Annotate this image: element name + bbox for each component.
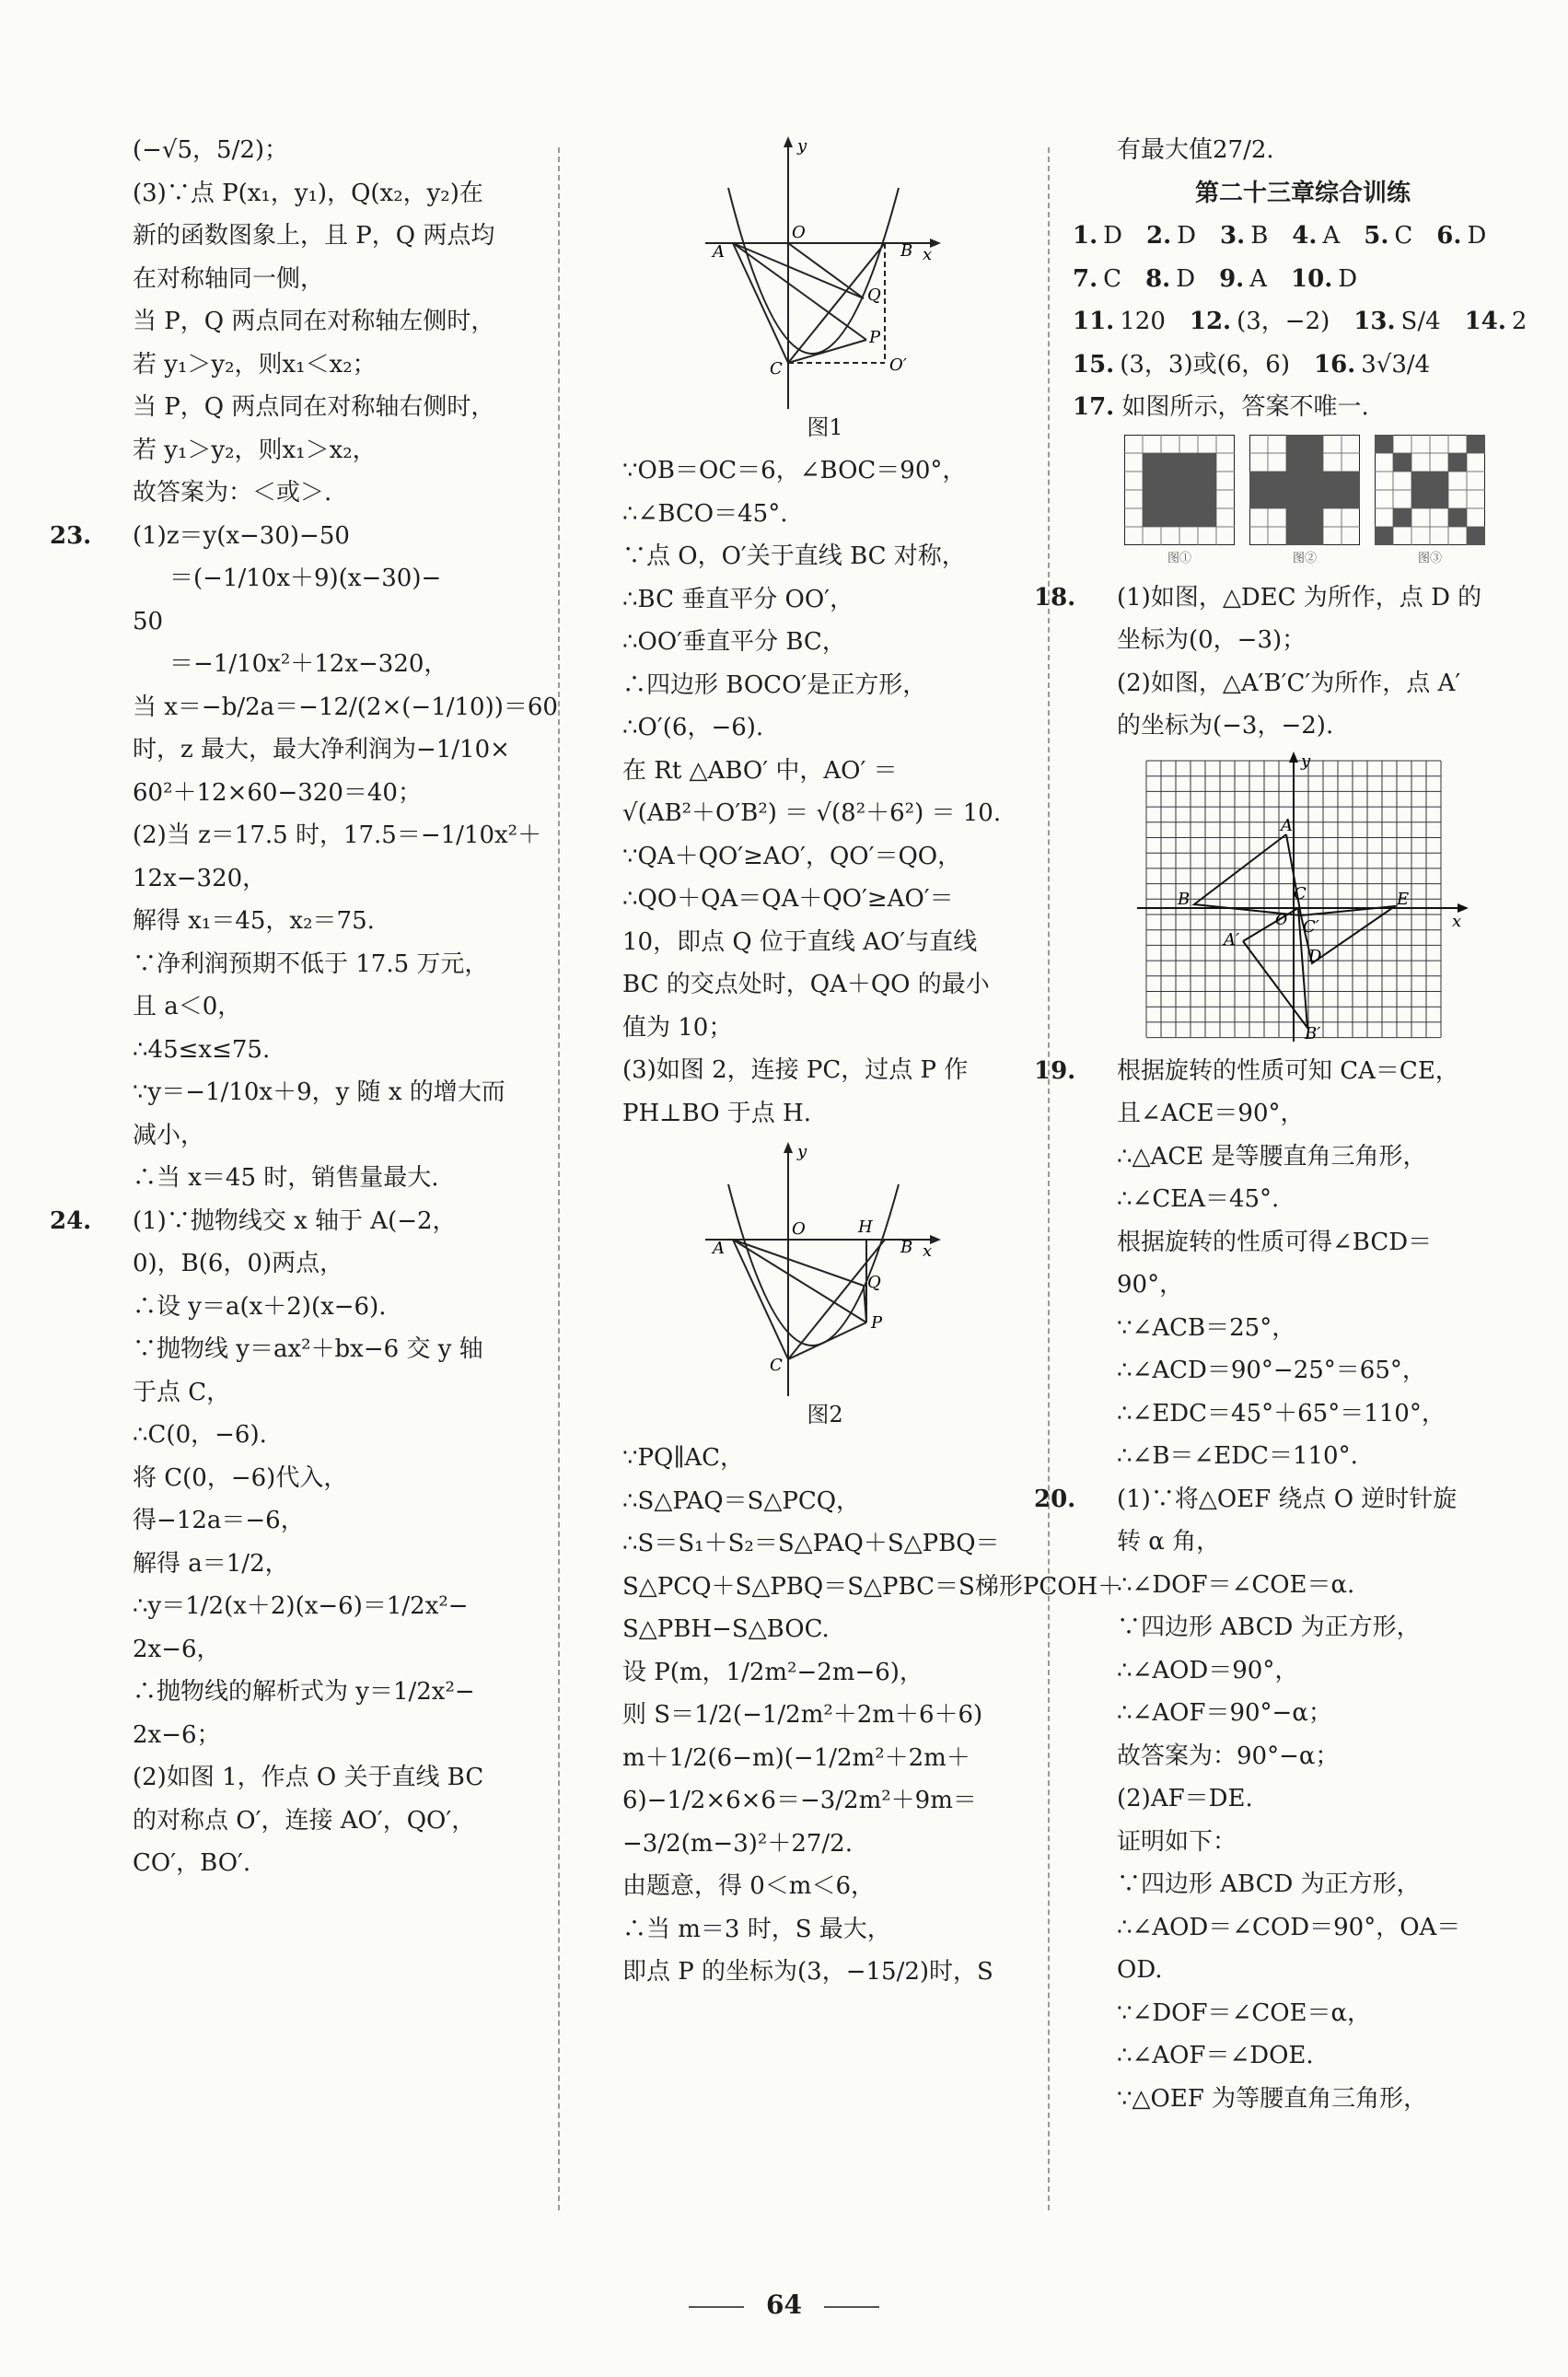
text-line: (3)如图 2，连接 PC，过点 P 作 (622, 1056, 969, 1084)
column-3 (1034, 129, 1533, 2120)
answer-item: 3. B (1220, 222, 1269, 250)
coordinate-grid (1137, 752, 1469, 1046)
text-line: 且 a＜0， (133, 993, 242, 1020)
label-C: C (770, 1356, 783, 1375)
answers-row-2 (1073, 258, 1533, 301)
text-line: 即点 P 的坐标为(3，−15/2)时，S (622, 1958, 993, 1986)
label-A: A (1281, 815, 1293, 835)
text-line: 转 α 角， (1117, 1528, 1221, 1556)
text-line: ∴∠DOF＝∠COE＝α. (1117, 1570, 1355, 1599)
text-line: ∵∠ACB＝25°， (1117, 1313, 1296, 1342)
text-line: ∴抛物线的解析式为 y＝1/2x²− (133, 1678, 475, 1706)
chapter-title: 第二十三章综合训练 (1194, 179, 1411, 207)
text-line: ＝−1/10x²＋12x−320， (169, 650, 448, 678)
text-line: ∴QO＋QA＝QA＋QO′≥AO′＝ (622, 885, 954, 913)
answer-item: 11. 120 (1073, 308, 1166, 335)
answer-item: 10. D (1291, 264, 1358, 293)
answer-item: 9. A (1219, 264, 1268, 293)
text-line: (−√5，5/2)； (133, 136, 289, 164)
text-line: 将 C(0，−6)代入， (133, 1463, 348, 1492)
label-E: E (1397, 889, 1410, 909)
label-Q: Q (867, 1273, 881, 1292)
coordinate-grid-figure (1073, 752, 1533, 1046)
label-B: B (1178, 889, 1191, 909)
text-line: ∴当 m＝3 时，S 最大， (622, 1915, 891, 1943)
text-line: ∴y＝1/2(x＋2)(x−6)＝1/2x²− (133, 1592, 469, 1620)
text-line: 2x−6， (133, 1635, 221, 1663)
answers-row-4 (1073, 344, 1533, 387)
label-y: y (797, 136, 807, 156)
text-line: ∴四边形 BOCO′是正方形， (622, 670, 927, 699)
text-line: S△PBH−S△BOC. (622, 1615, 830, 1643)
answer-item: 15. (3，3)或(6，6) (1073, 350, 1290, 379)
text-line: 10，即点 Q 位于直线 AO′与直线 (622, 927, 978, 956)
text-line: ∵净利润预期不低于 17.5 万元， (133, 950, 489, 978)
text-line: m＋1/2(6−m)(−1/2m²＋2m＋ (622, 1743, 970, 1772)
text-line: 12x−320， (133, 864, 267, 892)
text-line: ∵QA＋QO′≥AO′，QO′＝QO， (622, 842, 962, 870)
text-line: ∴BC 垂直平分 OO′， (622, 585, 854, 613)
label-x: x (923, 245, 933, 264)
column-divider-2 (1048, 147, 1050, 2210)
text-line: ∴S＝S₁＋S₂＝S△PAQ＋S△PBQ＝ (622, 1530, 1000, 1557)
text-line: ＝(−1/10x＋9)(x−30)− (169, 565, 442, 592)
parabola-diagram-2 (705, 1138, 945, 1396)
question-23: 23. (1)z＝y(x−30)−50 (88, 515, 540, 558)
answer-item: 1. D (1073, 222, 1123, 250)
text-line: ∴当 x＝45 时，销售量最大. (133, 1164, 439, 1192)
label-y: y (1301, 751, 1311, 771)
text-line: 6)−1/2×6×6＝−3/2m²＋9m＝ (622, 1787, 977, 1814)
text-line: ∴∠ACD＝90°−25°＝65°， (1117, 1357, 1426, 1384)
text-line: 证明如下： (1117, 1827, 1237, 1856)
text-line: ∴∠B＝∠EDC＝110°. (1117, 1442, 1358, 1470)
question-number: 24. (50, 1206, 92, 1235)
text-line: ∵PQ∥AC， (622, 1444, 745, 1472)
label-O: O (792, 223, 806, 242)
text-line: ∵△OEF 为等腰直角三角形， (1117, 2084, 1428, 2113)
figure-2-caption: 图2 (807, 1402, 843, 1427)
text-line: 有最大值27/2. (1117, 136, 1274, 164)
text-line: ∴∠AOD＝90°， (1117, 1656, 1299, 1684)
answer-item: 2. D (1146, 222, 1197, 250)
question-20: 20. (1)∵将△OEF 绕点 O 逆时针旋 (1034, 1485, 1458, 1513)
text-line: 且∠ACE＝90°， (1117, 1100, 1305, 1127)
question-18: 18. (1)如图，△DEC 为所作，点 D 的 (1034, 583, 1482, 612)
text-line: (2)AF＝DE. (1117, 1785, 1253, 1812)
text-line: 2x−6； (133, 1720, 221, 1749)
text-line: 于点 C， (133, 1378, 231, 1406)
question-number: 23. (50, 521, 92, 550)
label-A: A (713, 1239, 725, 1258)
text-line: 根据旋转的性质可得∠BCD＝ (1117, 1228, 1433, 1256)
answer-item: 7. C (1073, 264, 1122, 293)
text-line: 故答案为：＜或＞. (133, 479, 332, 507)
grid-figure-3: 图③ (1375, 435, 1485, 567)
parabola-diagram-1 (705, 133, 945, 409)
text-line: 0)，B(6，0)两点， (133, 1250, 344, 1277)
grid-pattern-3 (1375, 435, 1485, 545)
text-line: OD. (1117, 1956, 1163, 1984)
text-line: 当 x＝−b/2a＝−12/(2×(−1/10))＝60 (133, 693, 558, 721)
label-O-prime: O′ (889, 355, 907, 375)
text-line: 60²＋12×60−320＝40； (133, 778, 422, 807)
label-H: H (858, 1218, 873, 1237)
text-line: 的对称点 O′，连接 AO′，QO′， (133, 1806, 476, 1835)
figure-2 (622, 1138, 1028, 1433)
text-line: 90°， (1117, 1271, 1184, 1299)
grid-figure-1: 图① (1124, 435, 1235, 567)
label-C-prime: C′ (1303, 916, 1319, 937)
text-line: 解得 a＝1/2， (133, 1549, 289, 1578)
answers-row-3 (1073, 300, 1533, 344)
text-line: (3)∵点 P(x₁，y₁)，Q(x₂，y₂)在 (133, 179, 483, 207)
label-O: O (1275, 910, 1288, 928)
column-1 (50, 129, 558, 1885)
label-C: C (770, 359, 783, 379)
text-line: ∴设 y＝a(x＋2)(x−6). (133, 1292, 387, 1321)
text-line: CO′，BO′. (133, 1849, 251, 1877)
answer-item: 12. (3，−2) (1189, 308, 1330, 335)
grid-pattern-2 (1249, 435, 1360, 545)
answer-item: 8. D (1145, 264, 1196, 293)
text-line: 由题意，得 0＜m＜6， (622, 1872, 876, 1900)
text-line: ∵OB＝OC＝6，∠BOC＝90°， (622, 457, 967, 484)
label-B: B (900, 241, 913, 261)
answer-item: 16. 3√3/4 (1313, 350, 1431, 379)
figure-1-caption: 图1 (807, 414, 843, 440)
text-line: 则 S＝1/2(−1/2m²＋2m＋6＋6) (622, 1701, 983, 1729)
text-line: PH⊥BO 于点 H. (622, 1099, 811, 1127)
page-number: 64 (0, 2284, 1568, 2327)
text-line: 当 P，Q 两点同在对称轴右侧时， (133, 393, 495, 421)
text-line: ∴∠CEA＝45°. (1117, 1185, 1280, 1213)
text-line: 得−12a＝−6， (133, 1507, 305, 1534)
text-line: ∴∠AOD＝∠COD＝90°，OA＝ (1117, 1913, 1461, 1941)
label-y: y (797, 1142, 807, 1161)
answer-item: 6. D (1436, 222, 1487, 250)
label-A: A (713, 242, 725, 262)
text-line: ∴∠AOF＝90°−α； (1117, 1699, 1332, 1727)
text-line: 新的函数图象上，且 P，Q 两点均 (133, 222, 495, 250)
text-line: 坐标为(0，−3)； (1117, 626, 1307, 654)
text-line: ∵点 O，O′关于直线 BC 对称， (622, 542, 966, 570)
text-line: 值为 10； (622, 1013, 733, 1042)
label-x: x (1452, 911, 1462, 931)
answer-item: 14. 2 (1464, 308, 1527, 335)
answer-item: 13. S/4 (1353, 308, 1441, 335)
text-line: ∵∠DOF＝∠COE＝α， (1117, 1998, 1372, 2027)
text-line: (2)如图，△A′B′C′为所作，点 A′ (1117, 669, 1461, 697)
text-line: S△PCQ＋S△PBQ＝S△PBC＝S梯形PCOH＋ (622, 1572, 1122, 1601)
label-C: C (1294, 883, 1307, 903)
text-line: 时，z 最大，最大净利润为−1/10× (133, 736, 510, 763)
grid-figure-2: 图② (1249, 435, 1360, 567)
text-line: ∴O′(6，−6). (622, 714, 764, 741)
label-x: x (923, 1241, 933, 1261)
text-line: −3/2(m−3)²＋27/2. (622, 1829, 853, 1858)
column-divider-1 (558, 147, 560, 2210)
answer-item: 4. A (1292, 222, 1341, 250)
text-line: 若 y₁＞y₂，则x₁＜x₂； (133, 350, 377, 379)
label-Q: Q (867, 285, 881, 305)
text-line: ∵抛物线 y＝ax²＋bx−6 交 y 轴 (133, 1335, 483, 1363)
text-line: 的坐标为(−3，−2). (1117, 712, 1334, 740)
question-17: 17. 如图所示，答案不唯一. (1073, 393, 1369, 421)
label-B-prime: B′ (1305, 1023, 1321, 1043)
text-line: 减小， (133, 1121, 205, 1149)
text-line: 解得 x₁＝45，x₂＝75. (133, 907, 375, 935)
text-line: ∴OO′垂直平分 BC， (622, 628, 846, 656)
text-line: ∴∠AOF＝∠DOE. (1117, 2042, 1314, 2069)
text-line: ∵y＝−1/10x＋9，y 随 x 的增大而 (133, 1078, 505, 1106)
answers-row-1 (1073, 215, 1533, 258)
label-A-prime: A′ (1224, 929, 1240, 950)
text-line: ∴45≤x≤75. (133, 1035, 271, 1064)
text-line: ∴∠BCO＝45°. (622, 499, 788, 528)
text-line: 50 (133, 607, 164, 635)
label-P: P (869, 328, 881, 347)
text-line: ∴△ACE 是等腰直角三角形， (1117, 1142, 1427, 1171)
question-24: 24. (1)∵抛物线交 x 轴于 A(−2， (88, 1200, 540, 1243)
label-B: B (900, 1238, 913, 1257)
label-D: D (1308, 946, 1322, 966)
text-line: (2)如图 1，作点 O 关于直线 BC (133, 1764, 484, 1791)
text-line: (2)当 z＝17.5 时，17.5＝−1/10x²＋ (133, 821, 542, 849)
grid-pattern-1 (1124, 435, 1235, 545)
grid-figures (1124, 435, 1533, 567)
text-line: 故答案为：90°−α； (1117, 1742, 1340, 1770)
text-line: BC 的交点处时，QA＋QO 的最小 (622, 971, 990, 998)
text-line: 若 y₁＞y₂，则x₁＞x₂， (133, 436, 377, 464)
text-line: ∴∠EDC＝45°＋65°＝110°， (1117, 1399, 1446, 1427)
text-line: ∵四边形 ABCD 为正方形， (1117, 1870, 1421, 1898)
text-line: ∵四边形 ABCD 为正方形， (1117, 1614, 1421, 1641)
text-line: 当 P，Q 两点同在对称轴左侧时， (133, 308, 495, 335)
label-P: P (871, 1313, 883, 1333)
text-line: √(AB²＋O′B²) ＝ √(8²＋6²) ＝ 10. (622, 799, 1002, 827)
question-19: 19. 根据旋转的性质可知 CA＝CE， (1034, 1056, 1459, 1085)
label-O: O (792, 1219, 806, 1239)
answer-item: 5. C (1364, 222, 1413, 250)
text-line: ∴S△PAQ＝S△PCQ， (622, 1486, 861, 1515)
text-line: ∴C(0，−6). (133, 1421, 267, 1449)
text-line: 在对称轴同一侧， (133, 264, 325, 293)
figure-1 (622, 133, 1028, 446)
text-line: 设 P(m，1/2m²−2m−6)， (622, 1658, 923, 1686)
triangle-ABC (1194, 834, 1301, 915)
text-line: 在 Rt △ABO′ 中，AO′ ＝ (622, 756, 898, 785)
